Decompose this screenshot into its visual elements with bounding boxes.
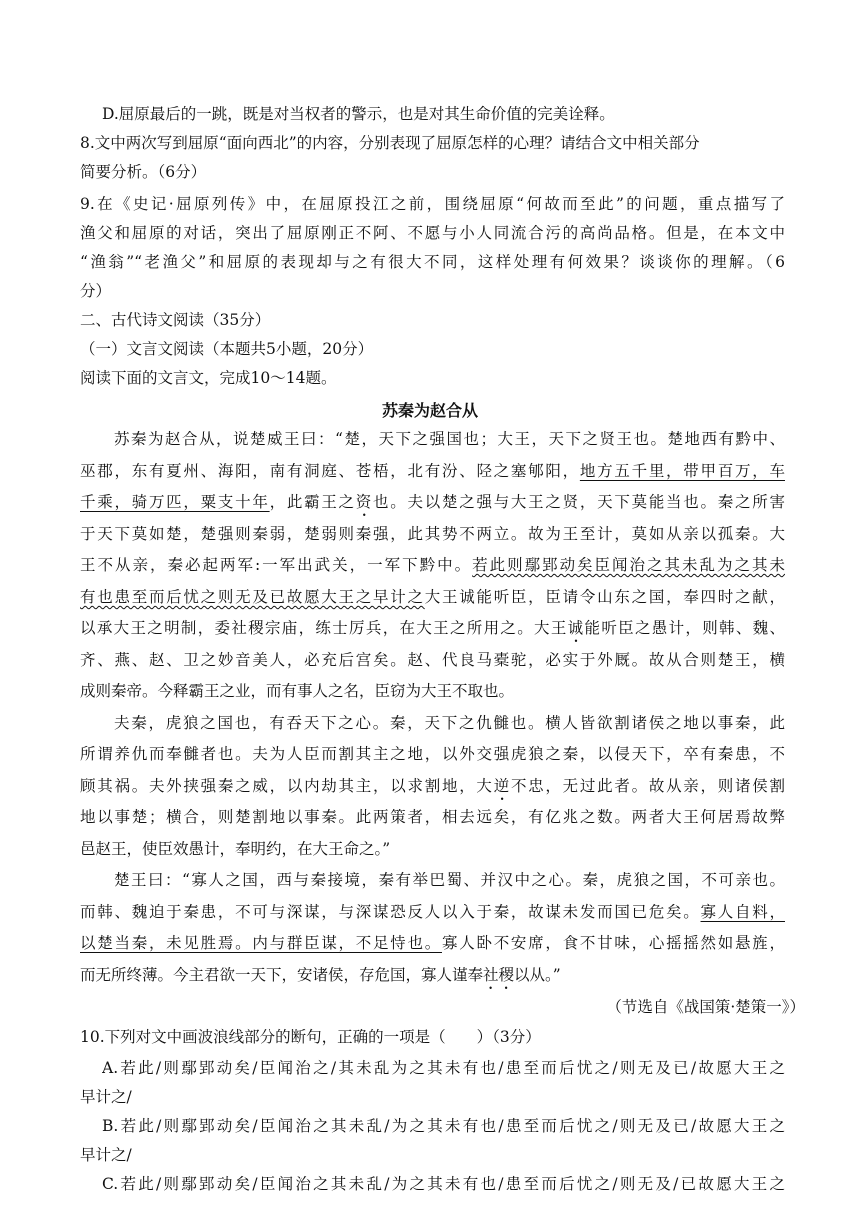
dotted-character: 社稷	[483, 966, 515, 984]
passage-p1-line-5: 王不从亲，秦必起两军:一军出武关，一军下黔中。若此则鄢郢动矣臣闻治之其未乱为之其未	[80, 556, 785, 574]
passage-p3-line-4: 而无所终薄。今主君欲一天下，安诸侯，存危国，寡人谨奉社稷以从。”	[80, 966, 561, 984]
underlined-phrase: 寡人自料，	[700, 903, 785, 921]
passage-p1-line-8: 齐、燕、赵、卫之妙音美人，必充后宫矣。赵、代良马橐驼，必实于外厩。故从合则楚王，横	[80, 651, 785, 669]
question-9-cont-1: 渔父和屈原的对话，突出了屈原刚正不阿、不愿与小人同流合污的高尚品格。但是，在本文中	[80, 224, 785, 242]
passage-p1-line-3: 千乘，骑万匹，粟支十年，此霸王之资也。夫以楚之强与大王之贤，天下莫能当也。秦之所害	[80, 493, 785, 511]
q10-option-b-cont: 早计之/	[80, 1146, 132, 1164]
passage-p1-line-4: 于天下莫如楚，楚强则秦弱，楚弱则秦强，此其势不两立。故为王至计，莫如从亲以孤秦。大	[80, 525, 785, 543]
question-9-cont-2: “渔翁”“老渔父”和屈原的表现却与之有很大不同，这样处理有何效果？谈谈你的理解。（6	[80, 253, 785, 271]
passage-p3-line-2: 而韩、魏迫于秦患，不可与深谋，与深谋恐反人以入于秦，故谋未发而国已危矣。寡人自料，	[80, 903, 785, 921]
underlined-phrase: 千乘，骑万匹，粟支十年	[80, 493, 270, 511]
section-heading: 二、古代诗文阅读（35分）	[80, 311, 271, 329]
wavy-underlined-phrase: 若此则鄢郢动矣臣闻治之其未乱为之其未	[472, 556, 785, 574]
passage-p3-line-3: 以楚当秦，未见胜焉。内与群臣谋，不足恃也。寡人卧不安席，食不甘味，心摇摇然如悬旌，	[80, 934, 785, 952]
passage-p1-line-6: 有也患至而后忧之则无及已故愿大王之早计之大王诚能听臣，臣请令山东之国，奉四时之献，	[80, 588, 785, 606]
dotted-character: 资	[355, 493, 374, 511]
wavy-underlined-phrase: 有也患至而后忧之则无及已故愿大王之早计之	[80, 588, 425, 606]
passage-p1-line-7: 以承大王之明制，委社稷宗庙，练士厉兵，在大王之所用之。大王诚能听臣之愚计，则韩、魏、	[80, 619, 785, 637]
question-8: 8.文中两次写到屈原“面向西北”的内容，分别表现了屈原怎样的心理？请结合文中相关部分	[80, 134, 700, 152]
dotted-character: 诚	[567, 619, 585, 637]
passage-p2-line-4: 地以事楚；横合，则楚割地以事秦。此两策者，相去远矣，有亿兆之数。两者大王何居焉故弊	[80, 808, 785, 826]
passage-p1-line-9: 成则秦帝。今释霸王之业，而有事人之名，臣窃为大王不取也。	[80, 682, 515, 700]
underlined-phrase: 以楚当秦，未见胜焉。内与群臣谋，不足恃也。	[80, 934, 442, 952]
passage-title: 苏秦为赵合从	[381, 401, 478, 420]
passage-p1-line-2: 巫郡，东有夏州、海阳，南有洞庭、苍梧，北有汾、陉之塞郇阳，地方五千里，带甲百万，车	[80, 462, 785, 480]
passage-p3-line-1: 楚王曰：“寡人之国，西与秦接境，秦有举巴蜀、并汉中之心。秦，虎狼之国，不可亲也。	[114, 871, 785, 889]
passage-p2-line-2: 所谓养仇而奉雠者也。夫为人臣而割其主之地，以外交强虎狼之秦，以侵天下，卒有秦患，不	[80, 745, 785, 763]
passage-p2-line-5: 邑赵王，使臣效愚计，奉明约，在大王命之。”	[80, 840, 391, 858]
question-10: 10.下列对文中画波浪线部分的断句，正确的一项是（ ）（3分）	[80, 1028, 541, 1046]
q10-option-a-cont: 早计之/	[80, 1088, 132, 1106]
passage-p1-line-1: 苏秦为赵合从，说楚威王曰：“楚，天下之强国也；大王，天下之贤王也。楚地西有黔中、	[114, 430, 785, 448]
question-9: 9.在《史记·屈原列传》中，在屈原投江之前，围绕屈原“何故而至此”的问题，重点描写了	[80, 195, 785, 213]
subsection-heading: （一）文言文阅读（本题共5小题，20分）	[80, 340, 374, 358]
dotted-character: 逆	[493, 777, 511, 795]
q10-option-b: B.若此/则鄢郢动矣/臣闻治之其未乱/为之其未有也/患至而后忧之/则无及已/故愿大王之	[102, 1117, 785, 1135]
underlined-phrase: 地方五千里，带甲百万，车	[579, 462, 785, 480]
question-9-cont-3: 分）	[80, 282, 112, 300]
option-d-q7: D.屈原最后的一跳，既是对当权者的警示，也是对其生命价值的完美诠释。	[102, 105, 615, 123]
q10-option-a: A.若此/则鄢郢动矣/臣闻治之/其未乱为之其未有也/患至而后忧之/则无及已/故愿大王之	[102, 1059, 785, 1077]
q10-option-c: C.若此/则鄢郢动矣/臣闻治之其未乱/为之其未有也/患至而后忧之/则无及/已故愿大王之	[102, 1175, 785, 1193]
reading-instruction: 阅读下面的文言文，完成10～14题。	[80, 369, 337, 387]
passage-p2-line-3: 顾其祸。夫外挟强秦之威，以内劫其主，以求割地，大逆不忠，无过此者。故从亲，则诸侯割	[80, 777, 785, 795]
passage-p2-line-1: 夫秦，虎狼之国也，有吞天下之心。秦，天下之仇雠也。横人皆欲割诸侯之地以事秦，此	[114, 714, 785, 732]
passage-source: （节选自《战国策·楚策一》）	[606, 998, 805, 1016]
question-8-cont: 简要分析。（6分）	[80, 163, 207, 181]
